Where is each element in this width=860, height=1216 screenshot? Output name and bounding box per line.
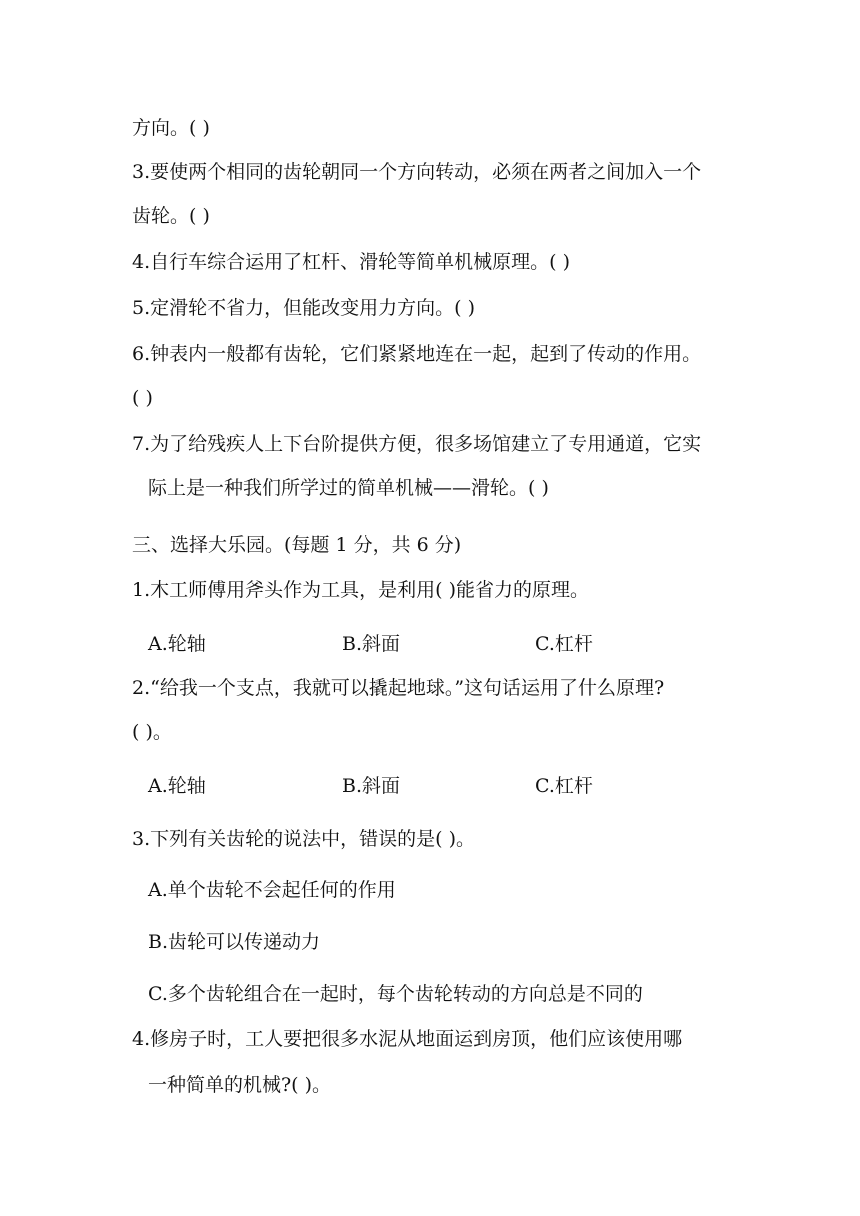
judgement-q2-tail: 方向。( ) bbox=[132, 117, 210, 139]
judgement-q6-line1: 6.钟表内一般都有齿轮，它们紧紧地连在一起，起到了传动的作用。 bbox=[132, 343, 702, 365]
choice-q3-option-a: A.单个齿轮不会起任何的作用 bbox=[148, 879, 396, 901]
choice-q1-option-a: A.轮轴 bbox=[148, 633, 206, 655]
judgement-q5: 5.定滑轮不省力，但能改变用力方向。( ) bbox=[132, 297, 475, 319]
judgement-q7-line1: 7.为了给残疾人上下台阶提供方便，很多场馆建立了专用通道，它实 bbox=[132, 433, 702, 455]
choice-q3-stem: 3.下列有关齿轮的说法中，错误的是( )。 bbox=[132, 828, 475, 850]
choice-q2-stem-line2: ( )。 bbox=[132, 721, 172, 743]
section3-heading: 三、选择大乐园。(每题 1 分，共 6 分) bbox=[132, 534, 462, 556]
choice-q1-option-b: B.斜面 bbox=[342, 633, 401, 655]
choice-q3-option-c: C.多个齿轮组合在一起时，每个齿轮转动的方向总是不同的 bbox=[148, 983, 643, 1005]
choice-q4-stem-line1: 4.修房子时，工人要把很多水泥从地面运到房顶，他们应该使用哪 bbox=[132, 1028, 683, 1050]
choice-q2-option-c: C.杠杆 bbox=[535, 775, 593, 797]
judgement-q3-line2: 齿轮。( ) bbox=[132, 205, 210, 227]
choice-q2-stem-line1: 2.“给我一个支点，我就可以撬起地球。”这句话运用了什么原理? bbox=[132, 677, 665, 699]
choice-q2-option-a: A.轮轴 bbox=[148, 775, 206, 797]
choice-q1-option-c: C.杠杆 bbox=[535, 633, 593, 655]
judgement-q4: 4.自行车综合运用了杠杆、滑轮等简单机械原理。( ) bbox=[132, 251, 570, 273]
choice-q2-option-b: B.斜面 bbox=[342, 775, 401, 797]
choice-q3-option-b: B.齿轮可以传递动力 bbox=[148, 931, 321, 953]
judgement-q7-line2: 际上是一种我们所学过的简单机械——滑轮。( ) bbox=[148, 477, 549, 499]
choice-q4-stem-line2: 一种简单的机械?( )。 bbox=[148, 1074, 332, 1096]
judgement-q3-line1: 3.要使两个相同的齿轮朝同一个方向转动，必须在两者之间加入一个 bbox=[132, 161, 702, 183]
choice-q1-stem: 1.木工师傅用斧头作为工具，是利用( )能省力的原理。 bbox=[132, 579, 589, 601]
judgement-q6-line2: ( ) bbox=[132, 387, 153, 409]
